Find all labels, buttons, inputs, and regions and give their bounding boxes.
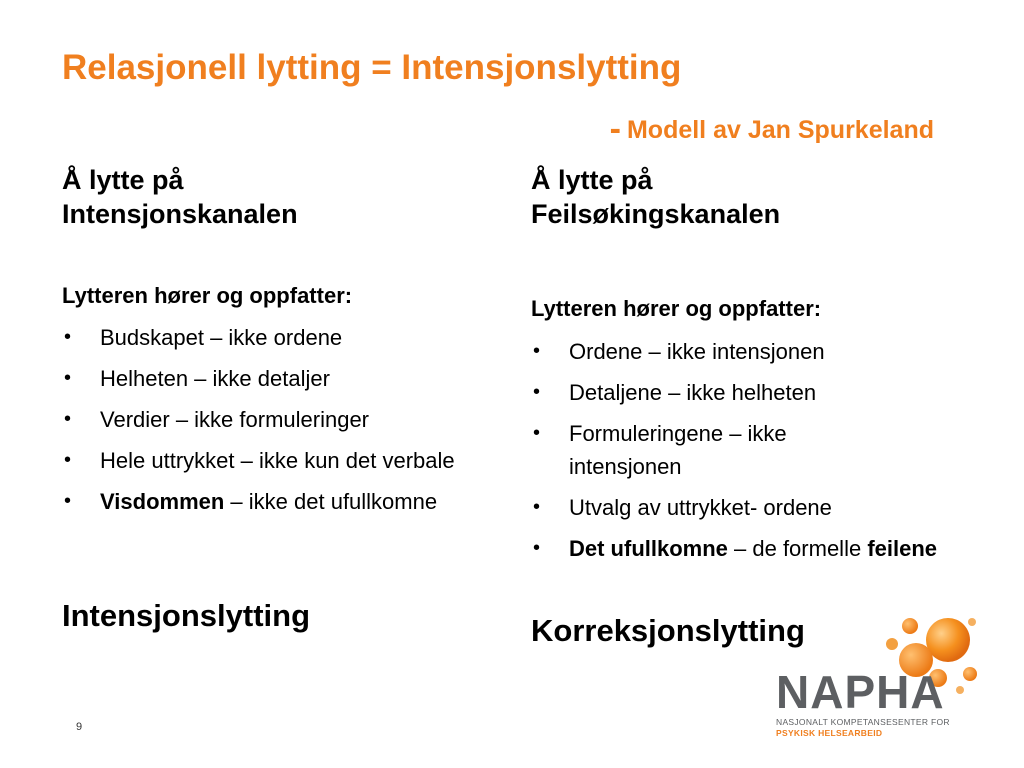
bullet-icon: • <box>533 422 541 444</box>
right-heading-line2: Feilsøkingskanalen <box>531 199 781 229</box>
bullet-icon: • <box>64 326 72 348</box>
left-heading-line1: Å lytte på <box>62 165 184 195</box>
list-item: • Verdier – ikke formuleringer <box>62 403 482 436</box>
list-item: • Budskapet – ikke ordene <box>62 321 482 354</box>
bullet-icon: • <box>533 496 541 518</box>
logo-wordmark: NAPHA <box>776 666 945 718</box>
bullet-icon: • <box>533 340 541 362</box>
slide-title: Relasjonell lytting = Intensjonslytting <box>62 48 682 87</box>
list-item: • Formuleringene – ikke intensjonen <box>531 417 869 483</box>
subtitle-text: Modell av Jan Spurkeland <box>626 116 934 144</box>
right-column <box>531 163 971 648</box>
list-item: • Hele uttrykket – ikke kun det verbale <box>62 444 482 477</box>
left-column <box>62 163 502 633</box>
right-lead: Lytteren hører og oppfatter: <box>531 296 822 321</box>
list-item: • Utvalg av uttrykket- ordene <box>531 491 951 524</box>
bullet-icon: • <box>64 490 72 512</box>
left-conclusion: Intensjonslytting <box>62 598 310 633</box>
left-bullet-list <box>62 321 482 526</box>
left-heading-line2: Intensjonskanalen <box>62 199 298 229</box>
left-lead: Lytteren hører og oppfatter: <box>62 283 353 308</box>
bullet-icon: • <box>64 367 72 389</box>
bullet-icon: • <box>533 381 541 403</box>
list-item: • Visdommen – ikke det ufullkomne <box>62 485 482 518</box>
right-heading-line1: Å lytte på <box>531 165 653 195</box>
logo-tagline-1: NASJONALT KOMPETANSESENTER FOR <box>776 717 950 727</box>
napha-logo <box>770 610 990 740</box>
page-number: 9 <box>76 721 83 733</box>
list-item: • Det ufullkomne – de formelle feilene <box>531 532 951 565</box>
bullet-icon: • <box>64 408 72 430</box>
bullet-icon: • <box>533 537 541 559</box>
right-heading <box>531 163 971 231</box>
subtitle-dash: - <box>609 110 621 148</box>
list-item: • Ordene – ikke intensjonen <box>531 335 951 368</box>
left-heading <box>62 163 502 231</box>
list-item: • Helheten – ikke detaljer <box>62 362 482 395</box>
right-conclusion: Korreksjonslytting <box>531 613 805 648</box>
logo-tagline-2: PSYKISK HELSEARBEID <box>776 728 883 738</box>
slide-subtitle <box>610 110 934 149</box>
list-item: • Detaljene – ikke helheten <box>531 376 951 409</box>
bullet-icon: • <box>64 449 72 471</box>
right-bullet-list <box>531 335 951 573</box>
